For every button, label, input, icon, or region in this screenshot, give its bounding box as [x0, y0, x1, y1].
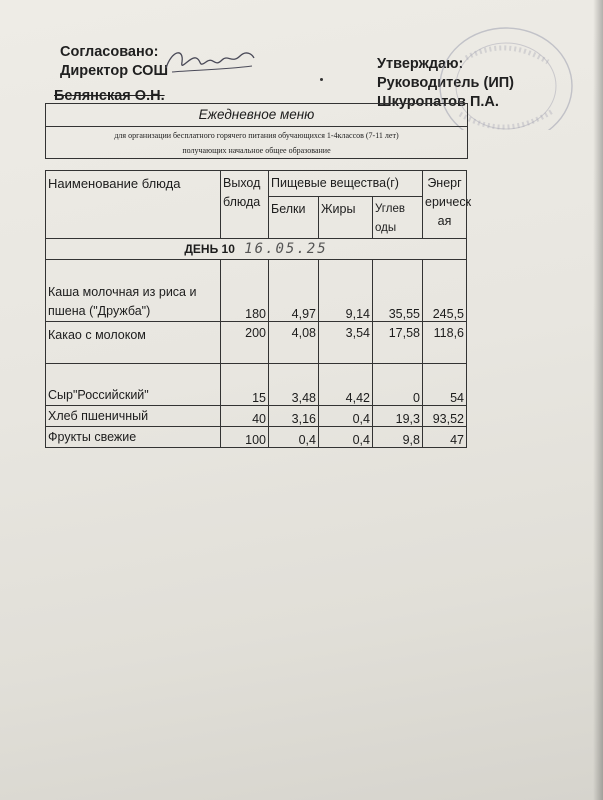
- table-row: [46, 364, 467, 406]
- dish-carbs: 0: [373, 364, 423, 406]
- dish-protein: 4,08: [269, 322, 319, 364]
- dish-protein: 3,16: [269, 406, 319, 427]
- menu-title: Ежедневное меню: [46, 104, 467, 127]
- dish-fat: 0,4: [319, 427, 373, 448]
- dish-protein: 0,4: [269, 427, 319, 448]
- dish-fat: 0,4: [319, 406, 373, 427]
- dish-carbs: 17,58: [373, 322, 423, 364]
- table-row: [46, 322, 467, 364]
- director-name: Белянская О.Н.: [54, 88, 165, 104]
- dish-name: Какао с молоком: [46, 322, 221, 364]
- page-edge-shadow: [593, 0, 603, 800]
- dish-energy: 47: [423, 427, 467, 448]
- dish-energy: 93,52: [423, 406, 467, 427]
- dish-energy: 245,5: [423, 260, 467, 322]
- head-name: Шкуропатов П.А.: [377, 94, 499, 110]
- dish-name: Сыр"Российский": [46, 364, 221, 406]
- signature: [162, 42, 258, 78]
- col-header-name: Наименование блюда: [46, 171, 221, 239]
- menu-subtitle-2: получающих начальное общее образование: [182, 146, 331, 155]
- dish-energy: 54: [423, 364, 467, 406]
- dish-output: 100: [221, 427, 269, 448]
- dish-protein: 4,97: [269, 260, 319, 322]
- col-header-carbs: Углев оды: [373, 197, 423, 239]
- dish-output: 40: [221, 406, 269, 427]
- col-header-fat: Жиры: [319, 197, 373, 239]
- dish-energy: 118,6: [423, 322, 467, 364]
- col-header-nutrients: Пищевые вещества(г): [269, 171, 423, 197]
- col-header-energy: Энерг ерическ ая: [423, 171, 467, 239]
- dish-carbs: 9,8: [373, 427, 423, 448]
- dish-name: Фрукты свежие: [46, 427, 221, 448]
- dish-protein: 3,48: [269, 364, 319, 406]
- day-row: [46, 239, 467, 260]
- dish-carbs: 35,55: [373, 260, 423, 322]
- day-cell: [46, 239, 467, 260]
- pen-dot: [320, 78, 323, 81]
- dish-fat: 9,14: [319, 260, 373, 322]
- agreed-label: Согласовано:: [60, 44, 159, 60]
- dish-name: Хлеб пшеничный: [46, 406, 221, 427]
- menu-subtitle: для организации бесплатного горячего питания обучающихся 1-4классов (7-11 лет): [114, 131, 399, 140]
- table-row: [46, 260, 467, 322]
- dish-output: 200: [221, 322, 269, 364]
- dish-output: 15: [221, 364, 269, 406]
- director-label: Директор СОШ: [60, 63, 169, 79]
- table-row: [46, 406, 467, 427]
- menu-table: [45, 170, 472, 448]
- head-label: Руководитель (ИП): [377, 75, 514, 91]
- dish-carbs: 19,3: [373, 406, 423, 427]
- table-header-row: [46, 171, 467, 197]
- approve-label: Утверждаю:: [377, 56, 464, 72]
- col-header-protein: Белки: [269, 197, 319, 239]
- menu-header-box: [45, 103, 468, 159]
- handwritten-date: 16.05.25: [244, 241, 328, 257]
- col-header-output: Выход блюда: [221, 171, 269, 239]
- dish-name: Каша молочная из риса и пшена ("Дружба"): [46, 260, 221, 322]
- dish-fat: 3,54: [319, 322, 373, 364]
- day-label: ДЕНЬ 10: [184, 242, 235, 256]
- table-row: [46, 427, 467, 448]
- dish-output: 180: [221, 260, 269, 322]
- dish-fat: 4,42: [319, 364, 373, 406]
